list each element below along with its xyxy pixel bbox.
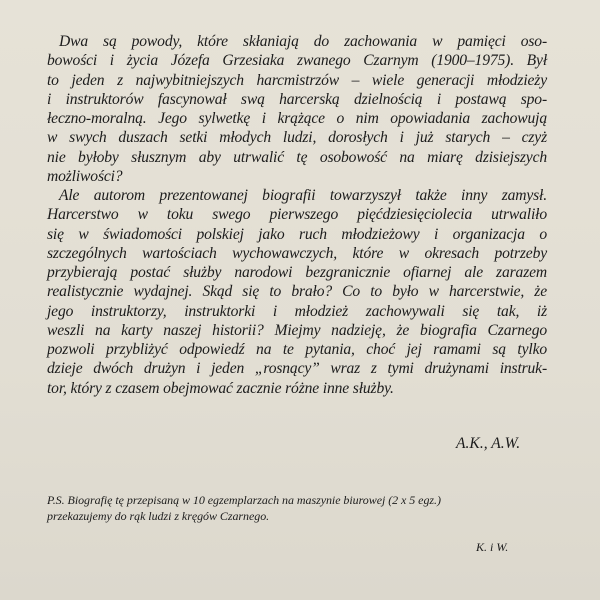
text-line: szczególnych wartościach wychowawczych, które w okresach potrzeby [47,244,547,262]
text-line: Harcerstwo w toku swego pierwszego pięćdziesięciolecia utrwaliło [47,206,547,224]
text-line: bowości i życia Józefa Grzesiaka zwanego Czarnym (1900–1975). Był [47,52,547,70]
text-line: Dwa są powody, które skłaniają do zachowania w pamięci oso- [59,33,547,50]
text-line: przybierają postać służby narodowi bezgranicznie ofiarnej ale zarazem [47,264,547,281]
text-line: jego instruktorzy, instruktorki i młodzież zachowywali się tak, iż [47,302,547,320]
paragraph-2 [47,186,547,398]
postscript-line: przekazujemy do rąk ludzi z kręgów Czarnego. [47,509,270,523]
text-line: pozwoli przybliżyć odpowiedź na te pytania, choć jej ramami są tylko [47,341,547,358]
text-line: nie byłoby słusznym aby utrwalić tę osobowość na miarę dzisiejszych [47,148,547,166]
text-line: możliwości? [47,167,123,185]
text-line: łeczno-moralną. Jego sylwetkę i krążące o nim opowiadania zachowują [47,110,547,127]
main-text [47,32,547,398]
text-line: w swych duszach setki młodych ludzi, dorosłych i już starych – czyż [47,129,547,147]
authors-signature: A.K., A.W. [456,435,521,452]
postscript-signature: K. i W. [476,540,509,554]
text-line: się w świadomości polskiej jako ruch młodzieżowy i organizacja o [47,225,547,243]
text-line: i instruktorów fascynował swą harcerską dzielnością i postawą spo- [47,90,547,108]
postscript [47,492,535,524]
text-line: to jeden z najwybitniejszych harcmistrzów – wiele generacji młodzieży [47,71,547,89]
paragraph-1 [47,32,547,186]
text-line: dzieje dwóch drużyn i jeden „rosnący” wraz z tymi drużynami instruk- [47,360,547,378]
postscript-line: P.S. Biografię tę przepisaną w 10 egzemplarzach na maszynie biurowej (2 x 5 egz.) [47,493,441,507]
text-line: weszli na karty naszej historii? Miejmy nadzieję, że biografia Czarnego [47,321,547,339]
text-line: Ale autorom prezentowanej biografii towarzyszył także inny zamysł. [59,187,547,204]
text-line: tor, który z czasem obejmować zacznie różne inne służby. [47,379,394,397]
text-line: realistycznie wydajnej. Skąd się to brało? Co to było w harcerstwie, że [47,283,547,301]
